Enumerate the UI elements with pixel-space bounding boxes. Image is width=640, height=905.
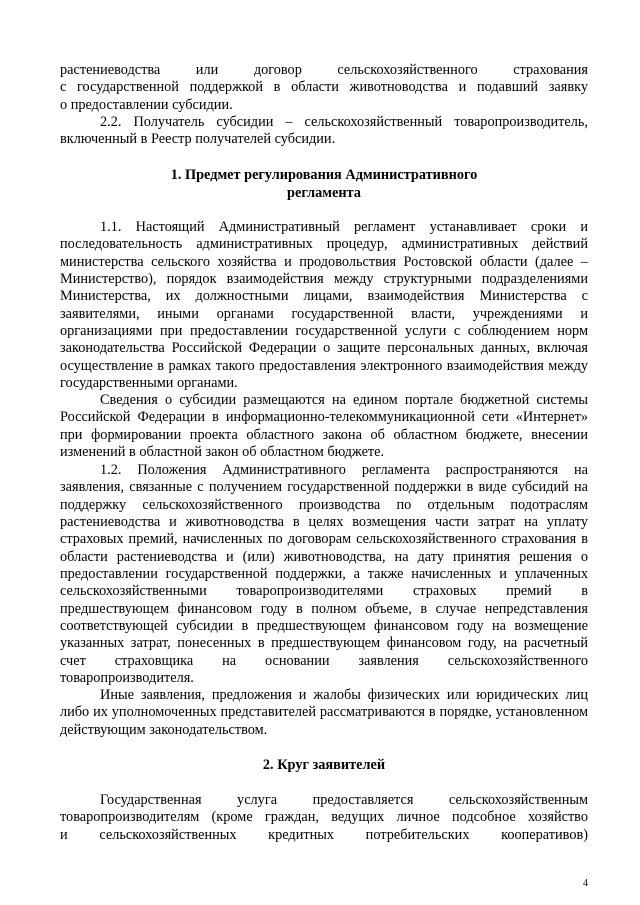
paragraph-1-2: 1.2. Положения Административного регламента распространяются на заявления, связанные с получением государственной поддержки в виде субсидий на поддержку сельскохозяйственного производства по отдельным подотраслям растениеводства и животноводства в целях возмещения части затрат на уплату страховых премий, начисленных по договорам сельскохозяйственного страхования в области растениеводства и (или) животноводства, на дату принятия решения о предоставлении государственной поддержки, а также начисленных и уплаченных сельскохозяйственными товаропроизводителями страховых премий в предшествующем финансовом году в полном объеме, в случае непредставления соответствующей субсидии в предшествующем финансовом году на возмещение указанных затрат, понесенных в предшествующем финансовом году, на расчетный счет страховщика на основании заявления сельскохозяйственного товаропроизводителя. — [60, 462, 588, 687]
text-line: товаропроизводителям (кроме граждан, ведущих личное подсобное хозяйство — [60, 809, 588, 826]
paragraph-portal: Сведения о субсидии размещаются на едином портале бюджетной системы Российской Федерации в информационно-телекоммуникационной сети «Интернет» при формировании проекта областного закона об областном бюджете, внесении изменений в областной закон об областном бюджете. — [60, 392, 588, 461]
paragraph-other-applications: Иные заявления, предложения и жалобы физических или юридических лиц либо их уполномоченных представителей рассматриваются в порядке, установленном действующим законодательством. — [60, 687, 588, 738]
continuation-text — [60, 62, 588, 114]
section-2-heading: 2. Круг заявителей — [262, 757, 386, 773]
section-1-heading-line-1: 1. Предмет регулирования Административного — [170, 167, 478, 183]
section-1-heading-line-2: регламента — [287, 185, 361, 201]
text-line: и сельскохозяйственных кредитных потребительских кооперативов) — [60, 826, 588, 843]
text-line: с государственной поддержкой в области животноводства и подавший заявку — [60, 79, 588, 96]
page-number: 4 — [583, 878, 588, 889]
section-2-text — [60, 792, 588, 844]
text-line: растениеводства или договор сельскохозяйственного страхования — [60, 62, 588, 78]
paragraph-1-1: 1.1. Настоящий Административный регламент устанавливает сроки и последовательность административных процедур, административных действий министерства сельского хозяйства и продовольствия Ростовской области (далее – Министерство), порядок взаимодействия между структурными подразделениями Министерства, их должностными лицами, взаимодействия Министерства с заявителями, иными органами государственной власти, учреждениями и организациями при предоставлении государственной услуги с соблюдением норм законодательства Российской Федерации о защите персональных данных, включая осуществление в рамках такого предоставления электронного взаимодействия между государственными органами. — [60, 219, 588, 392]
paragraph-2-2: 2.2. Получатель субсидии – сельскохозяйственный товаропроизводитель, включенный в Реестр получателей субсидии. — [60, 114, 588, 148]
text-line: Государственная услуга предоставляется сельскохозяйственным — [100, 792, 588, 808]
text-line: о предоставлении субсидии. — [60, 96, 233, 113]
